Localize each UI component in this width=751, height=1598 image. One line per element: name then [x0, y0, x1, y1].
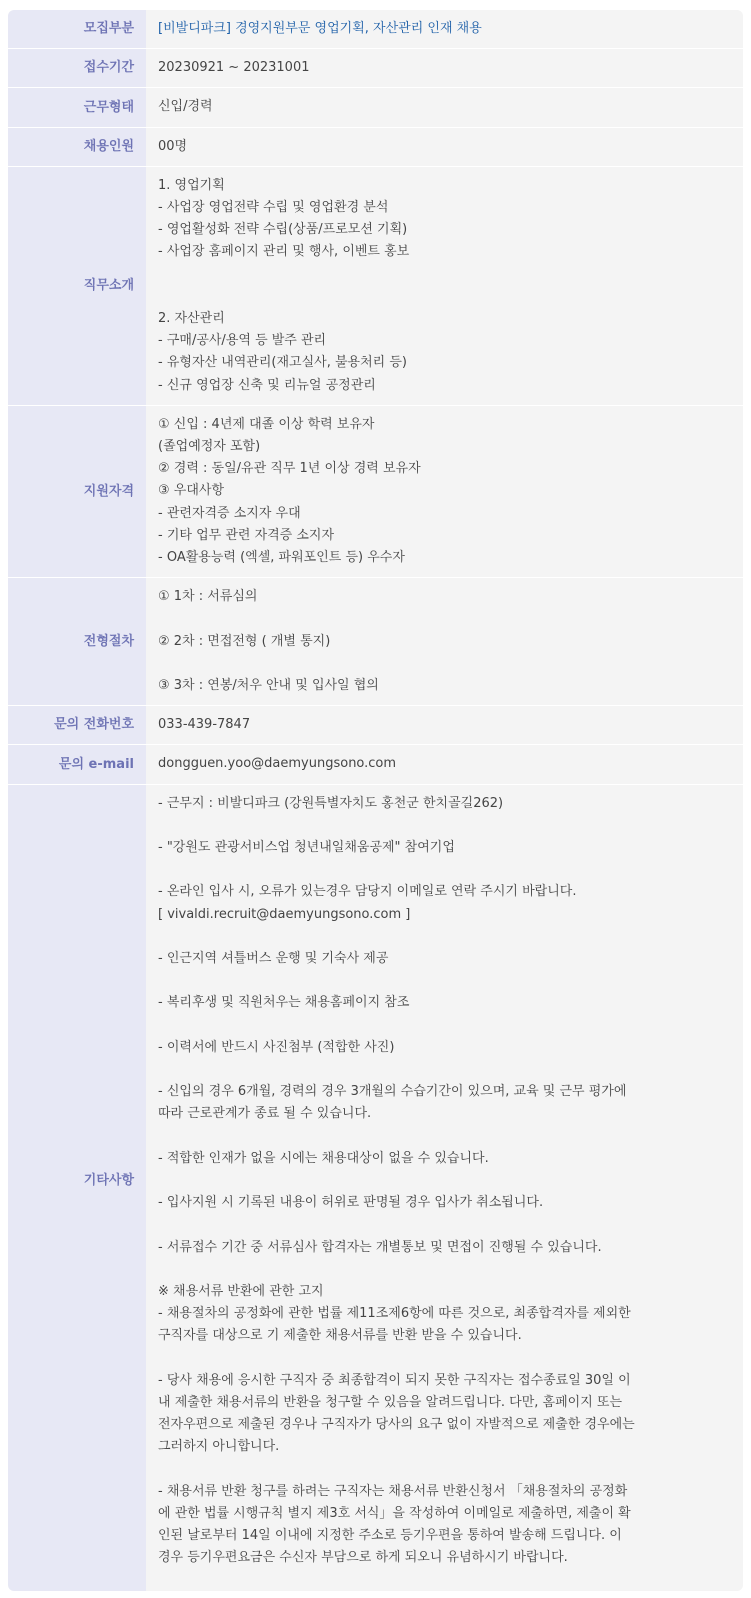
- contact-email-value: [146, 745, 743, 784]
- text-line: 인된 날로부터 14일 이내에 지정한 주소로 등기우편을 통하여 발송해 드립니다. 이: [158, 1528, 622, 1544]
- text-line: - 복리후생 및 직원처우는 채용홈페이지 참조: [158, 995, 410, 1011]
- recruit-field-value: [146, 10, 743, 49]
- job-description-value: [146, 166, 743, 405]
- text-line: [158, 653, 719, 675]
- job-posting-card: [8, 10, 743, 1591]
- text-line: - 사업장 홈페이지 관리 및 행사, 이벤트 홍보: [158, 244, 410, 260]
- text-line: - 채용절차의 공정화에 관한 법률 제11조제6항에 따른 것으로, 최종합격자를 제외한: [158, 1306, 631, 1322]
- text-line: ① 신입 : 4년제 대졸 이상 학력 보유자: [158, 416, 375, 432]
- text-line: [158, 1170, 719, 1192]
- application-period-row: [8, 49, 743, 88]
- headcount-value: [146, 127, 743, 166]
- text-line: [158, 1015, 719, 1037]
- employment-type-value: [146, 88, 743, 127]
- text-line: 전자우편으로 제출된 경우나 구직자가 당사의 요구 없이 자발적으로 제출한 경우에는: [158, 1417, 635, 1433]
- text-line: ③ 3차 : 연봉/처우 안내 및 입사일 협의: [158, 678, 379, 694]
- text-line: - "강원도 관광서비스업 청년내일채움공제" 참여기업: [158, 840, 455, 856]
- employment-type-label: 근무형태: [8, 88, 146, 127]
- text-line: ※ 채용서류 반환에 관한 고지: [158, 1283, 324, 1299]
- text-line: 1. 영업기획: [158, 177, 225, 193]
- text-line: - 신규 영업장 신축 및 리뉴얼 공정관리: [158, 377, 376, 393]
- text-line: [ vivaldi.recruit@daemyungsono.com ]: [158, 906, 411, 922]
- text-line: - OA활용능력 (엑셀, 파워포인트 등) 우수자: [158, 550, 405, 566]
- text-line: - 영업활성화 전략 수립(상품/프로모션 기획): [158, 222, 408, 238]
- application-period-label: 접수기간: [8, 49, 146, 88]
- text-line: 20230921 ~ 20231001: [158, 60, 310, 76]
- text-line: [158, 1348, 719, 1370]
- contact-phone-label: 문의 전화번호: [8, 706, 146, 745]
- contact-phone-row: [8, 706, 743, 745]
- text-line: [158, 608, 719, 630]
- text-line: 신입/경력: [158, 99, 213, 115]
- recruit-field-row: [8, 10, 743, 49]
- text-line: - 온라인 입사 시, 오류가 있는경우 담당지 이메일로 연락 주시기 바랍니다.: [158, 884, 577, 900]
- qualifications-label: 지원자격: [8, 405, 146, 577]
- text-line: ② 경력 : 동일/유관 직무 1년 이상 경력 보유자: [158, 461, 421, 477]
- selection-process-value: [146, 578, 743, 706]
- text-line: - 사업장 영업전략 수립 및 영업환경 분석: [158, 200, 389, 216]
- text-line: - 입사지원 시 기록된 내용이 허위로 판명될 경우 입사가 취소됩니다.: [158, 1195, 544, 1211]
- recruit-field-label: 모집부분: [83, 21, 134, 37]
- text-line: 내 제출한 채용서류의 반환을 청구할 수 있음을 알려드립니다. 다만, 홈페이지 또는: [158, 1394, 623, 1410]
- text-line: 경우 등기우편요금은 수신자 부담으로 하게 되오니 유념하시기 바랍니다.: [158, 1550, 568, 1566]
- text-line: - 이력서에 반드시 사진첨부 (적합한 사진): [158, 1039, 395, 1055]
- text-line: [158, 1059, 719, 1081]
- text-line: ① 1차 : 서류심의: [158, 589, 258, 605]
- contact-email-row: [8, 745, 743, 784]
- text-line: 2. 자산관리: [158, 311, 225, 326]
- contact-email-label: 문의 e-mail: [8, 745, 146, 784]
- text-line: - 신입의 경우 6개월, 경력의 경우 3개월의 수습기간이 있으며, 교육 및 근무 평가에: [158, 1084, 627, 1100]
- text-line: - 구매/공사/용역 등 발주 관리: [158, 333, 327, 349]
- qualifications-value: [146, 405, 743, 577]
- text-line: [158, 859, 719, 881]
- headcount-row: [8, 127, 743, 166]
- text-line: [비발디파크] 경영지원부문 영업기획, 자산관리 인재 채용: [158, 21, 482, 36]
- text-line: - 유형자산 내역관리(재고실사, 불용처리 등): [158, 355, 407, 371]
- text-line: - 기타 업무 관련 자격증 소지자: [158, 527, 335, 543]
- job-description-row: [8, 166, 743, 405]
- job-posting-table: [8, 10, 743, 1578]
- text-line: - 관련자격증 소지자 우대: [158, 505, 301, 521]
- text-line: [158, 1459, 719, 1481]
- text-line: [158, 286, 719, 308]
- text-line: ③ 우대사항: [158, 483, 225, 499]
- text-line: [158, 970, 719, 992]
- text-line: 00명: [158, 138, 188, 154]
- text-line: [158, 926, 719, 948]
- text-line: - 적합한 인재가 없을 시에는 채용대상이 없을 수 있습니다.: [158, 1150, 489, 1166]
- other-notes-label: 기타사항: [8, 784, 146, 1577]
- text-line: dongguen.yoo@daemyungsono.com: [158, 756, 397, 772]
- text-line: 따라 근로관계가 종료 될 수 있습니다.: [158, 1106, 372, 1122]
- text-line: ② 2차 : 면접전형 ( 개별 통지): [158, 633, 331, 649]
- text-line: - 당사 채용에 응시한 구직자 중 최종합격이 되지 못한 구직자는 접수종료일 30일 이: [158, 1372, 631, 1388]
- other-notes-row: [8, 784, 743, 1577]
- qualifications-row: [8, 405, 743, 577]
- text-line: [158, 1259, 719, 1281]
- text-line: - 서류접수 기간 중 서류심사 합격자는 개별통보 및 면접이 진행될 수 있습니다.: [158, 1239, 602, 1255]
- text-line: 구직자를 대상으로 기 제출한 채용서류를 반환 받을 수 있습니다.: [158, 1328, 522, 1344]
- text-line: 033-439-7847: [158, 717, 251, 733]
- selection-process-label: 전형절차: [8, 578, 146, 706]
- other-notes-value: [146, 784, 743, 1577]
- selection-process-row: [8, 578, 743, 706]
- employment-type-row: [8, 88, 743, 127]
- job-description-label: 직무소개: [8, 166, 146, 405]
- headcount-label: 채용인원: [8, 127, 146, 166]
- text-line: - 근무지 : 비발디파크 (강원특별자치도 홍천군 한치골길262): [158, 795, 504, 811]
- contact-phone-value: [146, 706, 743, 745]
- application-period-value: [146, 49, 743, 88]
- text-line: [158, 1214, 719, 1236]
- text-line: [158, 815, 719, 837]
- text-line: [158, 264, 719, 286]
- text-line: (졸업예정자 포함): [158, 439, 261, 455]
- text-line: 에 관한 법률 시행규칙 별지 제3호 서식」을 작성하여 이메일로 제출하면, 제출이 확: [158, 1505, 631, 1521]
- text-line: - 인근지역 셔틀버스 운행 및 기숙사 제공: [158, 951, 389, 966]
- text-line: [158, 1126, 719, 1148]
- text-line: - 채용서류 반환 청구를 하려는 구직자는 채용서류 반환신청서 「채용절차의 공정화: [158, 1483, 628, 1499]
- text-line: 그러하지 아니합니다.: [158, 1439, 280, 1455]
